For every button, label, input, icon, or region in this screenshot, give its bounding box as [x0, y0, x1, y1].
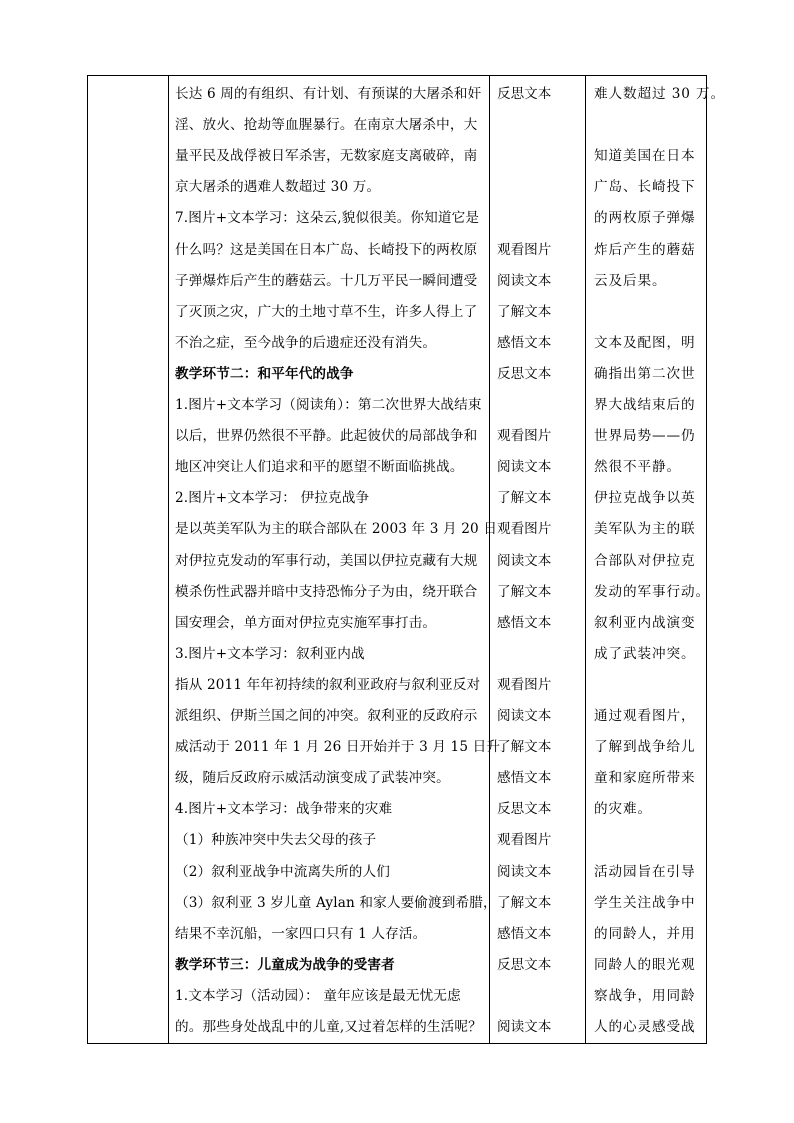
- activity-label: 阅读文本: [497, 1019, 552, 1035]
- activity-label: 了解文本: [497, 739, 552, 756]
- column-divider: [168, 76, 169, 1043]
- activity-label: 反思文本: [497, 801, 552, 818]
- content-line: 1.图片+文本学习（阅读角）：第二次世界大战结束: [175, 397, 482, 413]
- intent-line: 的同龄人，并用: [594, 925, 696, 942]
- activity-label: 观看图片: [497, 428, 552, 445]
- activity-label: 阅读文本: [497, 863, 552, 880]
- content-line: 京大屠杀的遇难人数超过 30 万。: [175, 179, 381, 196]
- content-line: 长达 6 周的有组织、有计划、有预谋的大屠杀和奸: [175, 86, 482, 102]
- activity-label: 观看图片: [497, 832, 552, 849]
- content-line: （3）叙利亚 3 岁儿童 Aylan 和家人要偷渡到希腊，: [175, 894, 497, 911]
- activity-label: 阅读文本: [497, 708, 552, 724]
- intent-line: 同龄人的眼光观: [594, 956, 696, 973]
- intent-line: 成了武装冲突。: [594, 645, 696, 662]
- activity-label: 观看图片: [497, 241, 552, 258]
- content-line: 2.图片+文本学习： 伊拉克战争: [175, 490, 370, 507]
- intent-line: 叙利亚内战演变: [594, 614, 696, 631]
- content-line: 结果不幸沉船，一家四口只有 1 人存活。: [175, 925, 427, 942]
- content-line: 子弹爆炸后产生的蘑菇云。十几万平民一瞬间遭受: [175, 272, 478, 289]
- content-line: 4.图片+文本学习：战争带来的灾难: [175, 801, 393, 818]
- content-line: （1）种族冲突中失去父母的孩子: [175, 832, 377, 849]
- content-line: 淫、放火、抢劫等血腥暴行。在南京大屠杀中，大: [175, 117, 478, 134]
- column-divider: [585, 76, 586, 1043]
- content-line: 级，随后反政府示威活动演变成了武装冲突。: [175, 770, 450, 787]
- activity-label: 了解文本: [497, 490, 552, 507]
- lesson-plan-table: [87, 75, 725, 1044]
- intent-line: 世界局势——仍: [594, 428, 696, 445]
- intent-line: 的灾难。: [594, 801, 652, 818]
- content-line: 量平民及战俘被日军杀害，无数家庭支离破碎，南: [175, 148, 478, 165]
- intent-line: 云及后果。: [594, 272, 667, 289]
- intent-line: 了解到战争给儿: [594, 739, 696, 756]
- content-line: 国安理会，单方面对伊拉克实施军事打击。: [175, 614, 437, 631]
- intent-line: 炸后产生的蘑菇: [594, 241, 696, 258]
- section-heading: 教学环节二：和平年代的战争: [175, 365, 354, 382]
- intent-line: 界大战结束后的: [594, 397, 696, 413]
- intent-line: 然很不平静。: [594, 459, 681, 476]
- activity-label: 观看图片: [497, 521, 552, 538]
- activity-label: 反思文本: [497, 365, 552, 382]
- activity-label: 反思文本: [497, 956, 552, 973]
- intent-line: 伊拉克战争以英: [594, 490, 696, 507]
- activity-label: 感悟文本: [497, 334, 552, 351]
- activity-label: 感悟文本: [497, 614, 552, 631]
- intent-line: 学生关注战争中: [594, 894, 696, 911]
- content-line: 地区冲突让人们追求和平的愿望不断面临挑战。: [175, 459, 464, 476]
- activity-label: 了解文本: [497, 894, 552, 911]
- content-line: 7.图片+文本学习：这朵云,貌似很美。你知道它是: [175, 210, 480, 227]
- intent-line: 活动园旨在引导: [594, 863, 696, 880]
- activity-label: 了解文本: [497, 303, 552, 320]
- intent-line: 察战争，用同龄: [594, 987, 696, 1004]
- content-line: 威活动于 2011 年 1 月 26 日开始并于 3 月 15 日升: [175, 739, 501, 756]
- content-line: 不治之症，至今战争的后遗症还没有消失。: [175, 334, 437, 351]
- content-line: 的。那些身处战乱中的儿童,又过着怎样的生活呢？: [175, 1019, 482, 1035]
- content-line: 了灭顶之灾，广大的土地寸草不生，许多人得上了: [175, 303, 478, 320]
- content-line: 什么吗？这是美国在日本广岛、长崎投下的两枚原: [175, 241, 478, 258]
- intent-line: 文本及配图，明: [594, 334, 696, 351]
- content-line: 指从 2011 年年初持续的叙利亚政府与叙利亚反对: [175, 676, 481, 693]
- content-line: 是以英美军队为主的联合部队在 2003 年 3 月 20 日: [175, 521, 498, 538]
- activity-label: 感悟文本: [497, 925, 552, 942]
- content-line: 模杀伤性武器并暗中支持恐怖分子为由，绕开联合: [175, 583, 478, 600]
- content-line: 1.文本学习（活动园）： 童年应该是最无忧无虑: [175, 987, 461, 1004]
- content-line: 3.图片+文本学习：叙利亚内战: [175, 645, 365, 662]
- content-line: 以后，世界仍然很不平静。此起彼伏的局部战争和: [175, 428, 478, 445]
- intent-line: 确指出第二次世: [594, 365, 696, 382]
- activity-label: 阅读文本: [497, 459, 552, 476]
- content-line: 对伊拉克发动的军事行动，美国以伊拉克藏有大规: [175, 552, 478, 569]
- intent-line: 通过观看图片，: [594, 708, 696, 724]
- intent-line: 童和家庭所带来: [594, 770, 696, 787]
- section-heading: 教学环节三：儿童成为战争的受害者: [175, 956, 395, 973]
- intent-line: 美军队为主的联: [594, 521, 696, 538]
- activity-label: 了解文本: [497, 583, 552, 600]
- activity-label: 观看图片: [497, 676, 552, 693]
- activity-label: 感悟文本: [497, 770, 552, 787]
- intent-line: 知道美国在日本: [594, 148, 696, 165]
- activity-label: 阅读文本: [497, 552, 552, 569]
- intent-line: 的两枚原子弹爆: [594, 210, 696, 227]
- activity-label: 阅读文本: [497, 272, 552, 289]
- intent-line: 合部队对伊拉克: [594, 552, 696, 569]
- intent-line: 发动的军事行动。: [594, 583, 710, 600]
- intent-line: 广岛、长崎投下: [594, 179, 696, 196]
- intent-line: 人的心灵感受战: [594, 1019, 696, 1035]
- content-line: （2）叙利亚战争中流离失所的人们: [175, 863, 390, 880]
- intent-line: 难人数超过 30 万。: [594, 86, 725, 102]
- content-line: 派组织、伊斯兰国之间的冲突。叙利亚的反政府示: [175, 708, 478, 724]
- activity-label: 反思文本: [497, 86, 552, 102]
